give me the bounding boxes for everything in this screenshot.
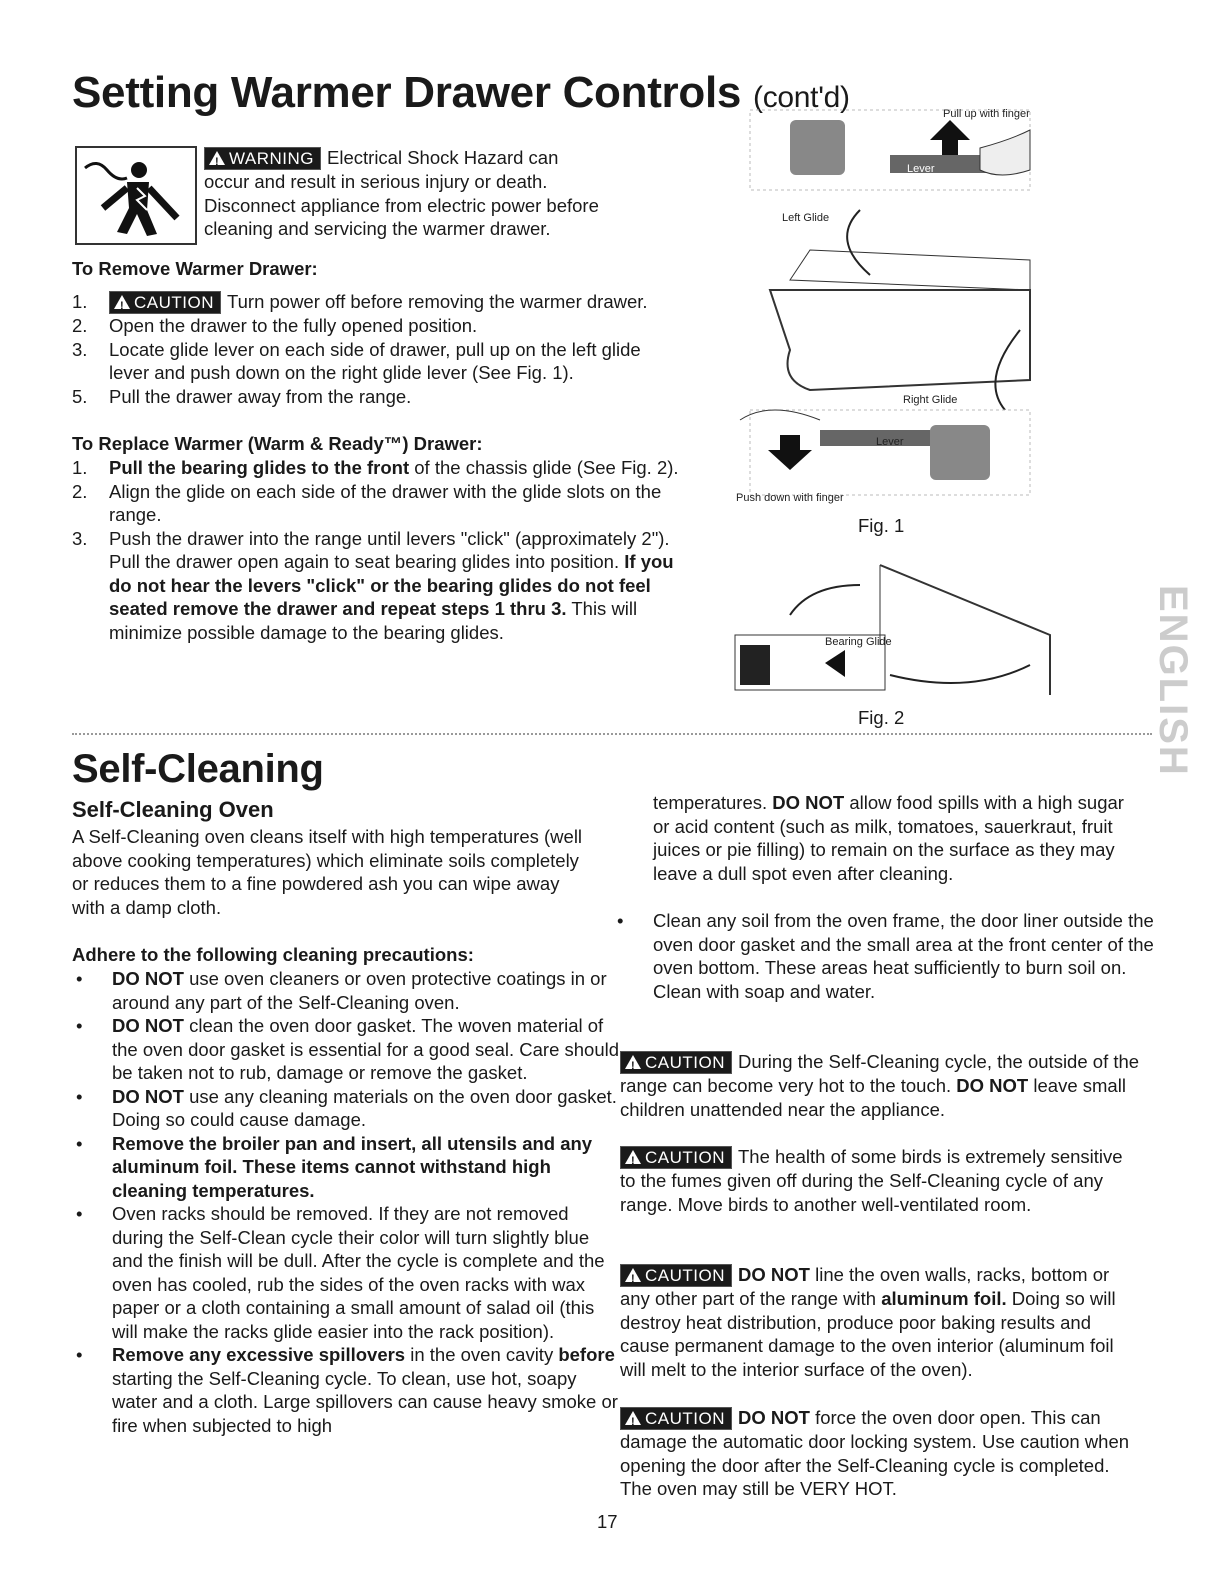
bearing-glide-label: Bearing Glide [825,636,892,648]
right-glide-label: Right Glide [903,394,958,406]
list-item: 1. Pull the bearing glides to the front of the chassis glide (See Fig. 2). [72,457,679,478]
caution-badge: !CAUTION [620,1264,732,1287]
precaution-bullets [72,967,622,1437]
warning-line: Electrical Shock Hazard can [327,147,559,168]
lever-bottom-label: Lever [876,436,904,448]
section-divider [72,733,1152,735]
warning-text [204,146,624,241]
warning-line: cleaning and servicing the warmer drawer. [204,218,551,239]
fig2-caption: Fig. 2 [858,707,905,728]
electric-shock-icon [77,148,195,243]
language-side-tab: ENGLISH [1151,585,1195,777]
list-item: 5. Pull the drawer away from the range. [72,385,412,407]
warning-line: Disconnect appliance from electric power before [204,194,599,216]
remove-heading: To Remove Warmer Drawer: [72,258,318,279]
fig1-caption: Fig. 1 [858,515,905,536]
list-item: • Remove any excessive spillovers in the oven cavity before starting the Self-Cleaning cycle. To clean, use hot, soapy water and a cloth. Large spillovers can cause heavy smoke or fire when subjected to high [76,1344,618,1436]
section-title: Self-Cleaning [72,747,324,791]
list-item: 3. Push the drawer into the range until levers "click" (approximately 2"). Pull the drawer open again to seat bearing glides into position. If you do not hear the levers "click" or the bearing glides do not feel seated remove the drawer and repeat steps 1 thru 3. This will minimize possible damage to the bearing glides. [72,527,674,643]
list-item: 1. ! CAUTION Turn power off before removing the warmer drawer. [72,290,682,314]
intro-paragraph: A Self-Cleaning oven cleans itself with high temperatures (well above cooking temperatures) which eliminate soils completely or reduces them to a fine powdered ash you can wipe away with a damp cloth. [72,826,583,918]
list-item: • DO NOT use any cleaning materials on the oven door gasket. Doing so could cause damage. [76,1085,617,1130]
page-number: 17 [597,1511,618,1532]
list-item: 2. Open the drawer to the fully opened position. [72,315,478,336]
caution-badge: ! CAUTION [109,291,221,314]
left-glide-label: Left Glide [782,212,830,224]
replace-heading: To Replace Warmer (Warm & Ready™) Drawer: [72,433,483,454]
replace-steps [72,456,687,644]
title-suffix: (cont'd) [753,81,850,114]
list-item: 3. Locate glide lever on each side of drawer, pull up on the left glide lever and push down on the right glide lever (See Fig. 1). [72,338,641,383]
caution-paragraph: !CAUTION The health of some birds is extremely sensitive to the fumes given off during the Self-Cleaning cycle of any range. Move birds to another well-ventilated room. [620,1145,1140,1216]
warning-line: occur and result in serious injury or death. [204,171,548,192]
pull-up-label: Pull up with finger [943,108,1030,120]
right-bullet: • Clean any soil from the oven frame, the door liner outside the oven door gasket and the small area at the front center of the oven bottom. These areas heat sufficiently to burn soil on. Clean with soap and water. [617,910,1154,1002]
figure-1-drawer-illustration [730,100,1050,510]
caution-paragraph: !CAUTION During the Self-Cleaning cycle, the outside of the range can become very hot to the touch. DO NOT leave small children unattended near the appliance. [620,1050,1140,1121]
precautions-heading: Adhere to the following cleaning precautions: [72,944,474,965]
caution-badge: !CAUTION [620,1051,732,1074]
list-item: • DO NOT use oven cleaners or oven protective coatings in or around any part of the Self-Cleaning oven. [76,968,607,1013]
list-item: • Oven racks should be removed. If they are not removed during the Self-Clean cycle their color will turn slightly blue and the finish will be dull. After the cycle is complete and the oven has cooled, rub the sides of the oven racks with wax paper or a cloth containing a small amount of salad oil (this will make the racks glide easier into the rack position). [76,1203,605,1342]
shock-hazard-icon-box [75,146,197,245]
caution-badge: !CAUTION [620,1407,732,1430]
list-item: 2. Align the glide on each side of the drawer with the glide slots on the range. [72,480,662,525]
remove-steps [72,290,682,408]
caution-badge: !CAUTION [620,1146,732,1169]
figure-2-bearing-glide-illustration [730,545,1060,705]
caution-paragraph: !CAUTION DO NOT line the oven walls, racks, bottom or any other part of the range with aluminum foil. Doing so will destroy heat distribution, produce poor baking results and cause permanent damage to the oven interior (aluminum foil will melt to the interior surface of the oven). [620,1263,1140,1381]
push-down-label: Push down with finger [736,492,844,504]
section-subtitle: Self-Cleaning Oven [72,797,274,822]
caution-paragraph: !CAUTION DO NOT force the oven door open. This can damage the automatic door locking system. Use caution when opening the door after the Self-Cleaning cycle is completed. The oven may still be VERY HOT. [620,1406,1140,1501]
right-continuation: temperatures. DO NOT allow food spills with a high sugar or acid content (such as milk, tomatoes, sauerkraut, fruit juices or pie filling) to remain on the surface as they may leave a dull spot even after cleaning. [653,792,1124,884]
lever-top-label: Lever [907,163,935,175]
list-item: • DO NOT clean the oven door gasket. The woven material of the oven door gasket is essential for a good seal. Care should be taken not to rub, damage or remove the gasket. [76,1015,620,1083]
warning-badge: !WARNING [204,147,321,170]
list-item: • Remove the broiler pan and insert, all utensils and any aluminum foil. These items cannot withstand high cleaning temperatures. [76,1132,593,1201]
title-main: Setting Warmer Drawer Controls [72,68,742,117]
